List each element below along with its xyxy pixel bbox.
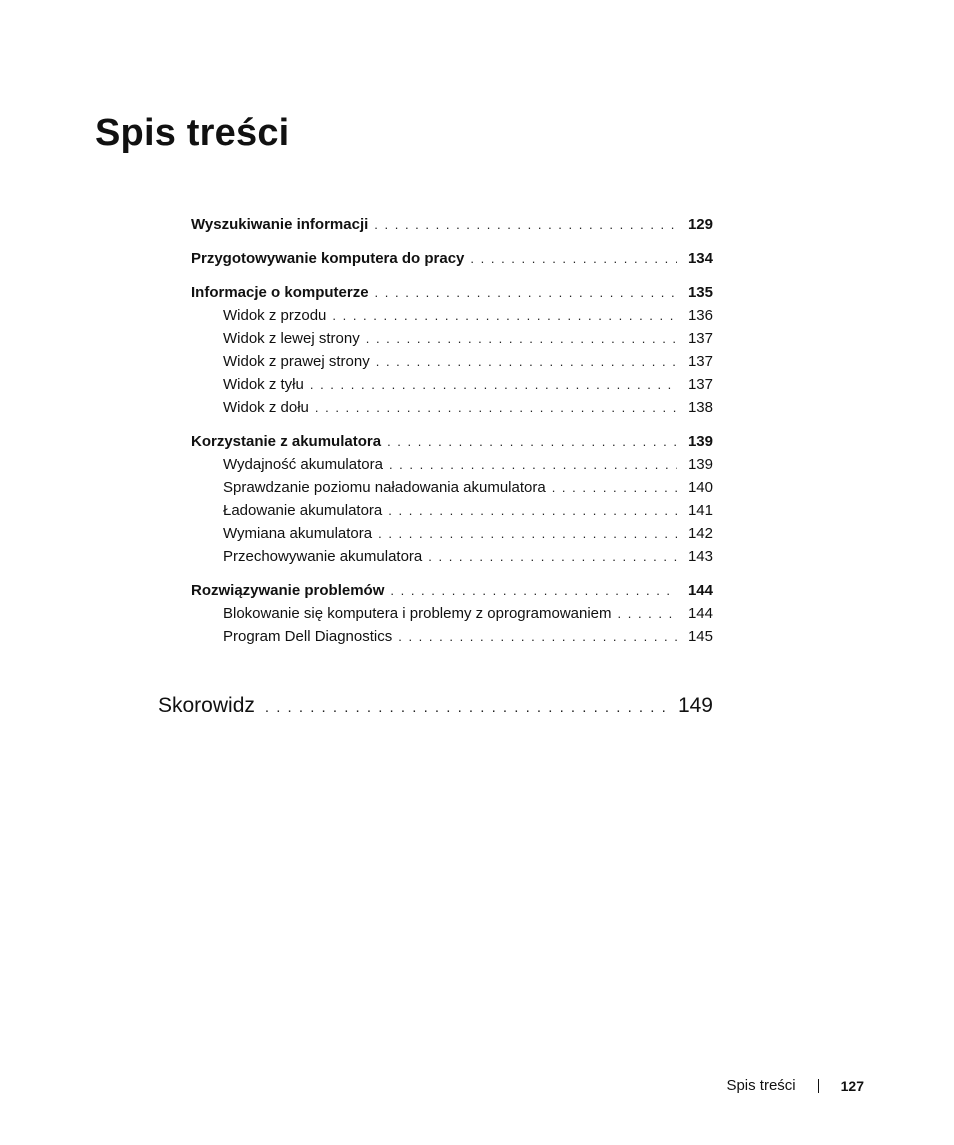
toc-subentry-title: Widok z prawej strony bbox=[223, 353, 370, 370]
dot-leader bbox=[390, 583, 677, 598]
toc-subentry-page: 136 bbox=[687, 307, 713, 324]
index-entry-page: 149 bbox=[677, 694, 713, 717]
toc-subentry-title: Przechowywanie akumulatora bbox=[223, 548, 423, 565]
dot-leader bbox=[618, 606, 677, 621]
toc-subentry[interactable] bbox=[191, 605, 713, 628]
toc-subentry[interactable] bbox=[191, 525, 713, 548]
toc-entry[interactable] bbox=[191, 216, 713, 239]
footer-page-number: 127 bbox=[840, 1077, 864, 1094]
toc-subentry-page: 138 bbox=[687, 399, 713, 416]
toc-subentry[interactable] bbox=[191, 376, 713, 399]
toc-subentry-page: 137 bbox=[687, 330, 713, 347]
toc-subentry-title: Program Dell Diagnostics bbox=[223, 628, 393, 645]
dot-leader bbox=[374, 217, 677, 232]
toc-subentry[interactable] bbox=[191, 307, 713, 330]
footer-divider bbox=[818, 1079, 819, 1093]
dot-leader bbox=[470, 251, 677, 266]
toc-subentry[interactable] bbox=[191, 479, 713, 502]
toc-subentry-page: 145 bbox=[687, 628, 713, 645]
dot-leader bbox=[389, 457, 677, 472]
dot-leader bbox=[332, 308, 677, 323]
toc-entry-page: 139 bbox=[687, 433, 713, 450]
toc-subentry-title: Blokowanie się komputera i problemy z oprogramowaniem bbox=[223, 605, 612, 622]
toc-subentry-title: Wydajność akumulatora bbox=[223, 456, 383, 473]
toc-entry[interactable] bbox=[191, 582, 713, 605]
toc-entry-page: 129 bbox=[687, 216, 713, 233]
index-entry[interactable] bbox=[158, 694, 713, 718]
toc-entry-title: Rozwiązywanie problemów bbox=[191, 582, 385, 599]
toc-subentry[interactable] bbox=[191, 548, 713, 571]
dot-leader bbox=[366, 331, 677, 346]
toc-subentry-page: 142 bbox=[687, 525, 713, 542]
dot-leader bbox=[310, 377, 677, 392]
toc-subentry-title: Widok z przodu bbox=[223, 307, 327, 324]
toc-subentry-page: 137 bbox=[687, 353, 713, 370]
toc-section bbox=[191, 433, 713, 571]
toc-subentry-page: 137 bbox=[687, 376, 713, 393]
toc-entry-page: 144 bbox=[687, 582, 713, 599]
dot-leader bbox=[375, 285, 677, 300]
dot-leader bbox=[265, 699, 670, 716]
toc-subentry-page: 143 bbox=[687, 548, 713, 565]
toc-entry[interactable] bbox=[191, 433, 713, 456]
table-of-contents bbox=[191, 216, 713, 662]
toc-subentry-page: 141 bbox=[687, 502, 713, 519]
toc-subentry-title: Ładowanie akumulatora bbox=[223, 502, 383, 519]
toc-subentry-title: Widok z lewej strony bbox=[223, 330, 360, 347]
toc-subentry[interactable] bbox=[191, 628, 713, 651]
toc-section bbox=[191, 250, 713, 273]
toc-entry-title: Informacje o komputerze bbox=[191, 284, 369, 301]
dot-leader bbox=[388, 503, 677, 518]
toc-subentry[interactable] bbox=[191, 502, 713, 525]
toc-subentry-page: 140 bbox=[687, 479, 713, 496]
toc-subentry[interactable] bbox=[191, 399, 713, 422]
toc-subentry-page: 139 bbox=[687, 456, 713, 473]
toc-subentry[interactable] bbox=[191, 353, 713, 376]
toc-entry-title: Wyszukiwanie informacji bbox=[191, 216, 369, 233]
toc-entry-title: Korzystanie z akumulatora bbox=[191, 433, 382, 450]
toc-section bbox=[191, 284, 713, 422]
toc-entry-page: 134 bbox=[687, 250, 713, 267]
toc-subentry[interactable] bbox=[191, 330, 713, 353]
toc-entry-page: 135 bbox=[687, 284, 713, 301]
toc-subentry-page: 144 bbox=[687, 605, 713, 622]
dot-leader bbox=[552, 480, 677, 495]
dot-leader bbox=[398, 629, 677, 644]
dot-leader bbox=[376, 354, 677, 369]
toc-section bbox=[191, 582, 713, 651]
toc-section bbox=[191, 216, 713, 239]
toc-subentry-title: Widok z dołu bbox=[223, 399, 309, 416]
footer-section-title: Spis treści bbox=[726, 1077, 796, 1094]
toc-subentry-title: Wymiana akumulatora bbox=[223, 525, 373, 542]
toc-subentry-title: Sprawdzanie poziomu naładowania akumulatora bbox=[223, 479, 546, 496]
toc-entry-title: Przygotowywanie komputera do pracy bbox=[191, 250, 465, 267]
toc-subentry[interactable] bbox=[191, 456, 713, 479]
toc-entry[interactable] bbox=[191, 284, 713, 307]
toc-entry[interactable] bbox=[191, 250, 713, 273]
dot-leader bbox=[387, 434, 677, 449]
dot-leader bbox=[378, 526, 677, 541]
index-entry-title: Skorowidz bbox=[158, 694, 255, 717]
toc-subentry-title: Widok z tyłu bbox=[223, 376, 304, 393]
dot-leader bbox=[315, 400, 677, 415]
page-footer bbox=[726, 1077, 864, 1094]
dot-leader bbox=[428, 549, 677, 564]
page-title: Spis treści bbox=[95, 112, 290, 154]
